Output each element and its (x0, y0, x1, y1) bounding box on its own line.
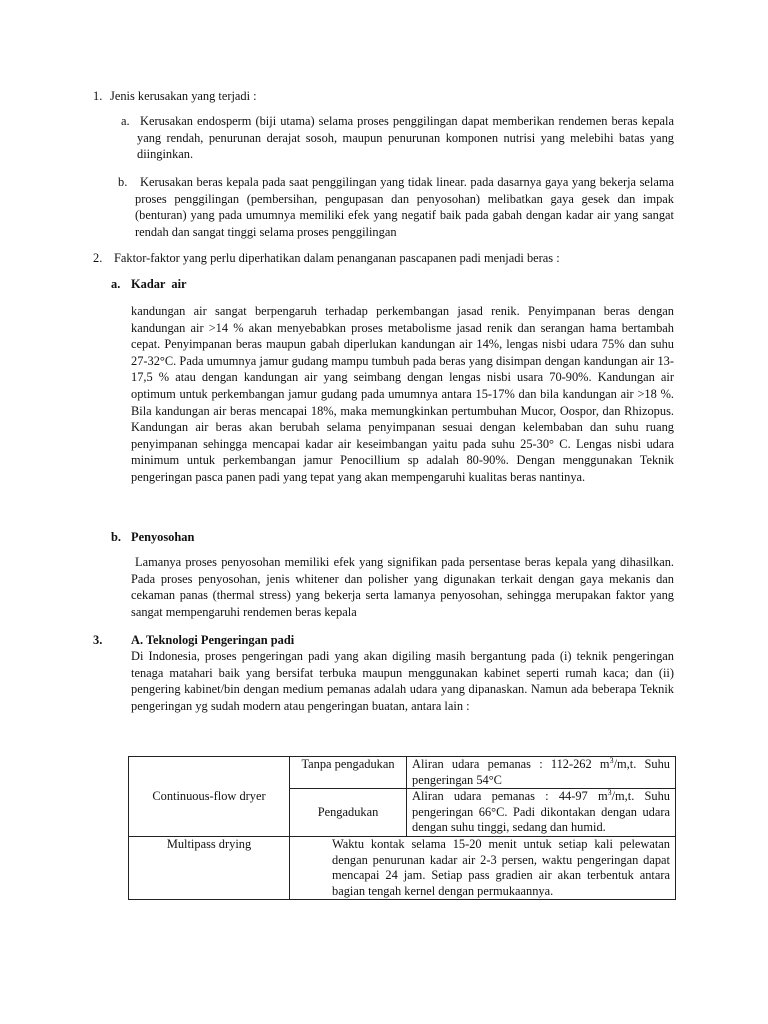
section-2b-text: Lamanya proses penyosohan memiliki efek yang signifikan pada persentase beras kepala yang dihasilkan. Pada proses penyosohan, jenis whitener dan polisher yang digunakan terkait dengan gaya mekanis dan cekaman panas (thermal stress) yang bekerja serta lamanya penyosohan, sehingga merupakan faktor yang sangat mempengaruhi rendemen beras kepala (131, 555, 674, 619)
pengadukan-desc-b: /m,t. Suhu pengeringan 66°C. Padi dikontakan dengan udara dengan suhu tinggi, sedang dan humid. (412, 789, 671, 835)
pengadukan-desc-a: Aliran udara pemanas : 44-97 m (412, 789, 608, 804)
pengadukan-desc-cell (407, 789, 676, 837)
multipass-desc: Waktu kontak selama 15-20 menit untuk setiap kali pelewatan dengan penurunan kadar air 2-3 persen, waktu pengeringan dapat mencapai 24 jam. Setiap pass gradien air akan terbentuk antara bagian tengah kernel dengan permukaannya. (332, 836, 670, 898)
section-2a-label: a. (111, 277, 121, 291)
tanpa-pengadukan-desc-b: /m,t. Suhu pengeringan 54°C (412, 757, 670, 787)
section-1b-label: b. (118, 175, 128, 189)
section-2a-title: Kadar air (131, 277, 187, 291)
section-1-number: 1. (93, 89, 103, 103)
pengadukan-label: Pengadukan (317, 804, 379, 819)
continuous-flow-label: Continuous-flow dryer (152, 788, 266, 803)
multipass-cell (129, 836, 290, 899)
multipass-desc-cell (290, 836, 676, 899)
section-2-number: 2. (93, 251, 103, 265)
pengadukan-cell (290, 789, 407, 837)
section-1b-text: Kerusakan beras kepala pada saat penggilingan yang tidak linear. pada dasarnya gaya yang bekerja selama proses penggilingan (pembersihan, pengupasan dan penyosohan) melibatkan gaya gesek dan impak (benturan) yang pada umumnya memiliki efek yang negatif baik pada gabah dengan kadar air yang sangat rendah dan sangat tinggi selama proses penggilingan (135, 175, 674, 239)
table-row (129, 757, 676, 789)
dryer-table (128, 756, 676, 900)
tanpa-pengadukan-sup: 3 (609, 755, 614, 765)
section-2a-text: kandungan air sangat berpengaruh terhadap perkembangan jasad renik. Penyimpanan beras dengan kandungan air >14 % akan menyebabkan proses metabolisme jasad renik dan serangan hama bertambah cepat. Penyimpanan beras maupun gabah diperlukan kandungan air 14%, lengas nisbi udara 75% dan suhu 27-32°C. Pada umumnya jamur gudang mampu tumbuh pada beras yang disimpan dengan kandungan air 13-17,5 % atau dengan kandungan air yang seimbang dengan lengas nisbi usara 70-90%. Kandungan air optimum untuk perkembangan jamur gudang pada umumnya antara 15-17% dan bila kandungan air >18 %. Bila kandungan air beras mencapai 18%, maka memungkinkan pertumbuhan Mucor, Oospor, dan Rhizopus. Kandungan air beras akan berubah selama penyimpanan sesuai dengan kelembaban dan suhu ruang penyimpanan sehingga mencapai kadar air keseimbangan yaitu pada suhu 25-30° C. Lengas nisbi udara minimum untuk perkembangan jamur Penocillium sp adalah 80-90%. Dengan menggunakan Teknik pengeringan pasca panen padi yang tepat yang akan mempengaruhi kualitas beras nantinya. (131, 304, 674, 484)
section-3-text: Di Indonesia, proses pengeringan padi yang akan digiling masih bergantung pada (i) teknik pengeringan tenaga matahari baik yang bersifat terbuka maupun menggunakan kabinet seperti rumah kaca; dan (ii) pengering kabinet/bin dengan medium pemanas adalah udara yang dipanaskan. Namun ada beberapa Teknik pengeringan yg sudah modern atau pengeringan buatan, antara lain : (131, 649, 674, 713)
continuous-flow-cell (129, 757, 290, 837)
pengadukan-sup: 3 (607, 788, 612, 798)
tanpa-pengadukan-label: Tanpa pengadukan (301, 757, 395, 771)
section-1a-text: Kerusakan endosperm (biji utama) selama proses penggilingan dapat memberikan rendemen beras kepala yang rendah, penurunan derajat sosoh, maupun penurunan komponen nutrisi yang melebihi batas yang diinginkan. (137, 114, 674, 162)
section-2b-label: b. (111, 530, 121, 544)
section-2b-title: Penyosohan (131, 530, 195, 544)
section-1a-label: a. (121, 114, 130, 128)
section-3-number: 3. (93, 633, 103, 647)
table-row (129, 836, 676, 899)
tanpa-pengadukan-desc-cell (407, 757, 676, 789)
section-3-heading: A. Teknologi Pengeringan padi (131, 633, 295, 647)
section-1-heading: Jenis kerusakan yang terjadi : (110, 89, 257, 103)
tanpa-pengadukan-cell (290, 757, 407, 789)
section-2-heading: Faktor-faktor yang perlu diperhatikan dalam penanganan pascapanen padi menjadi beras : (114, 251, 560, 265)
multipass-label: Multipass drying (166, 836, 252, 851)
tanpa-pengadukan-desc-a: Aliran udara pemanas : 112-262 m (412, 757, 610, 771)
